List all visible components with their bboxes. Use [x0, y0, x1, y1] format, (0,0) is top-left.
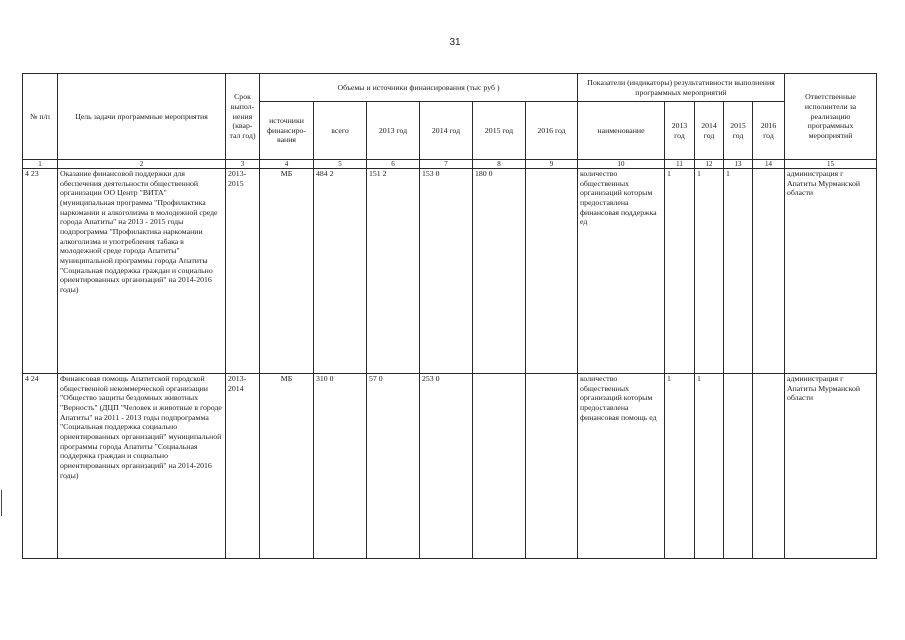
row-goal: Финансовая помощь Апатитской городской общественной некоммерческой организации "Общество защиты бездомных животных "Верность" (ДЦП "Человек и животные в городе Апатиты" на 2011 - 2013 годы подпрограмма "Социальная поддержка социально ориентированных организаций" муниципальной программы города Апатиты "Социальная поддержка граждан и социально ориентированных организаций" на 2014-2016 годы) [58, 374, 226, 559]
row-year-2015: 180 0 [473, 169, 526, 374]
row-indicator-2016 [753, 169, 785, 374]
row-indicator-2014: 1 [695, 374, 724, 559]
table-row [23, 374, 877, 559]
row-source: МБ [260, 374, 314, 559]
column-number: 10 [578, 160, 665, 169]
row-year-2014: 153 0 [420, 169, 473, 374]
header-indicator-2015: 2015 год [724, 102, 753, 160]
header-year-2014: 2014 год [420, 102, 473, 160]
column-number: 12 [695, 160, 724, 169]
column-number: 6 [367, 160, 420, 169]
scan-edge-mark [1, 490, 2, 516]
column-number: 15 [785, 160, 877, 169]
header-row-1 [23, 74, 877, 102]
column-number: 5 [314, 160, 367, 169]
column-number-row [23, 160, 877, 169]
row-responsible: администрация г Апатиты Мурманской области [785, 374, 877, 559]
column-number: 8 [473, 160, 526, 169]
row-total: 310 0 [314, 374, 367, 559]
row-year-2013: 151 2 [367, 169, 420, 374]
header-responsible: Ответственные исполнители за реализацию программных мероприятий [785, 74, 877, 160]
row-source: МБ [260, 169, 314, 374]
header-year-2016: 2016 год [526, 102, 578, 160]
header-source: источники финансиро-вания [260, 102, 314, 160]
header-indicators: Показатели (индикаторы) результативности выполнения программных мероприятий [578, 74, 785, 102]
row-number: 4 24 [23, 374, 58, 559]
row-year-2016 [526, 169, 578, 374]
column-number: 9 [526, 160, 578, 169]
header-term: Срок выпол-нения (квар-тал год) [226, 74, 260, 160]
row-goal: Оказание финансовой поддержки для обеспечения деятельности общественной организации ОО Центр "ВИТА" (муниципальная программа "Профилактика наркомании и алкоголизма в молодежной среде города Апатиты" на 2013 - 2015 годы подпрограмма "Профилактика наркомании алкоголизма и употребления табака в молодежной среде города Апатиты" муниципальной программы города Апатиты "Социальная поддержка граждан и социально ориентированных организаций" на 2014-2016 годы) [58, 169, 226, 374]
table-row [23, 169, 877, 374]
column-number: 3 [226, 160, 260, 169]
column-number: 1 [23, 160, 58, 169]
row-term: 2013-2015 [226, 169, 260, 374]
row-responsible: администрация г Апатиты Мурманской области [785, 169, 877, 374]
row-year-2016 [526, 374, 578, 559]
column-number: 14 [753, 160, 785, 169]
row-indicator-2015: 1 [724, 169, 753, 374]
header-year-2013: 2013 год [367, 102, 420, 160]
header-indicator-2014: 2014 год [695, 102, 724, 160]
row-indicator-2016 [753, 374, 785, 559]
row-indicator-2013: 1 [665, 374, 695, 559]
header-total: всего [314, 102, 367, 160]
row-indicator-name: количество общественных организаций которым предоставлена финансовая поддержка ед [578, 169, 665, 374]
row-year-2014: 253 0 [420, 374, 473, 559]
row-year-2015 [473, 374, 526, 559]
row-total: 484 2 [314, 169, 367, 374]
column-number: 2 [58, 160, 226, 169]
header-indicator-name: наименование [578, 102, 665, 160]
column-number: 4 [260, 160, 314, 169]
program-table [22, 73, 877, 559]
page-number: 31 [449, 37, 461, 48]
row-indicator-2013: 1 [665, 169, 695, 374]
row-indicator-2015 [724, 374, 753, 559]
row-number: 4 23 [23, 169, 58, 374]
column-number: 11 [665, 160, 695, 169]
header-no: № п/п [23, 74, 58, 160]
column-number: 13 [724, 160, 753, 169]
row-year-2013: 57 0 [367, 374, 420, 559]
header-year-2015: 2015 год [473, 102, 526, 160]
row-term: 2013-2014 [226, 374, 260, 559]
header-indicator-2016: 2016 год [753, 102, 785, 160]
header-funding: Объемы и источники финансирования (тыс руб ) [260, 74, 578, 102]
column-number: 7 [420, 160, 473, 169]
row-indicator-name: количество общественных организаций которым предоставлена финансовая помощь ед [578, 374, 665, 559]
header-indicator-2013: 2013 год [665, 102, 695, 160]
row-indicator-2014: 1 [695, 169, 724, 374]
header-goal: Цель задачи программные мероприятия [58, 74, 226, 160]
